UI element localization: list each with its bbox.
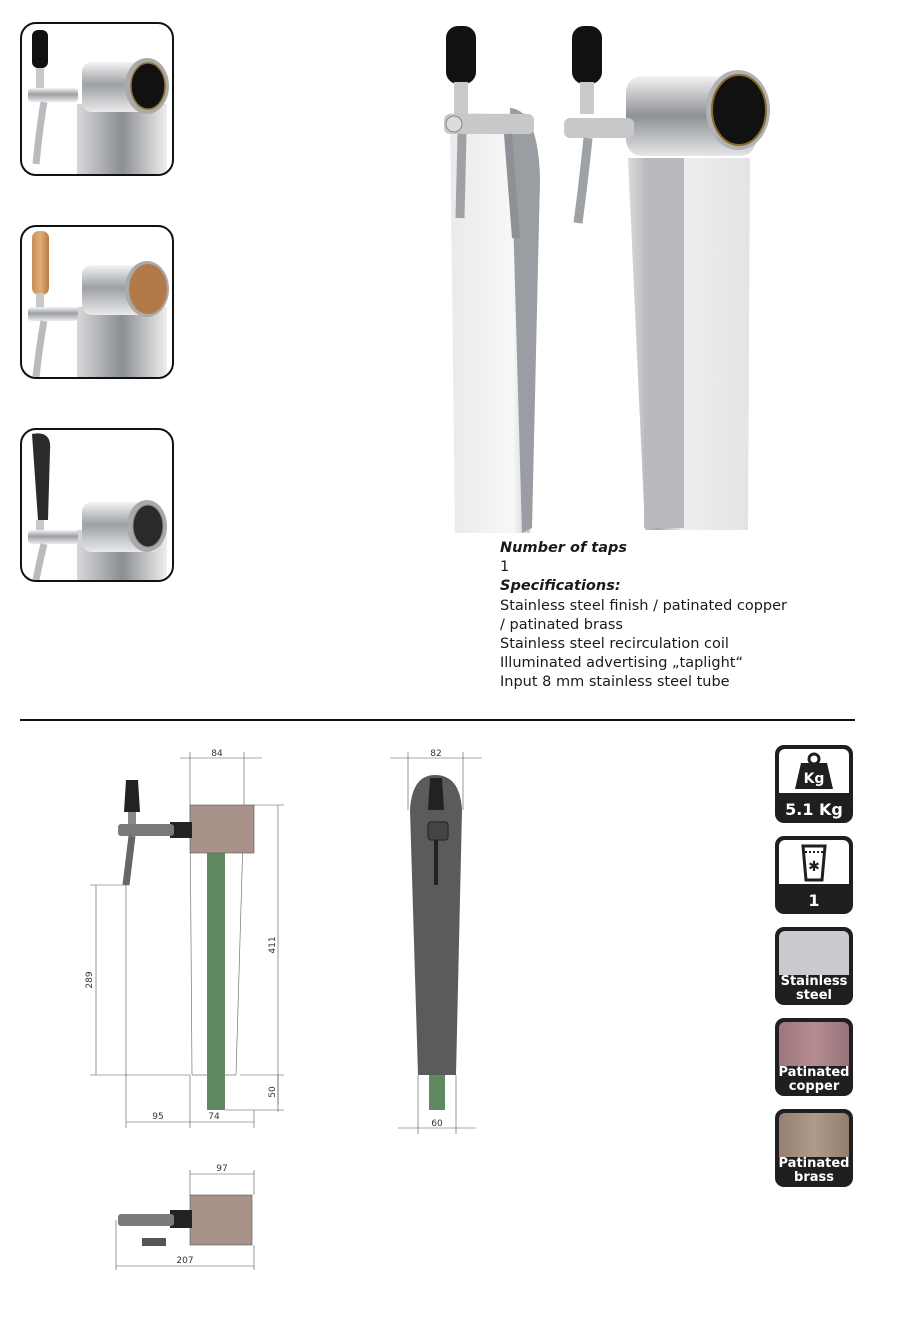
dim-base-width: 74 [208, 1112, 220, 1122]
weight-value: 5.1 Kg [785, 800, 843, 819]
spec-line: Illuminated advertising „taplight“ [500, 655, 743, 672]
dim-tap-height: 289 [85, 971, 95, 989]
thumbnail-dark-lever-handle[interactable] [20, 428, 174, 582]
finish-stainless-badge[interactable] [775, 927, 853, 1005]
taps-value: 1 [500, 559, 510, 576]
recirculation-coil [207, 850, 225, 1110]
dim-top-depth: 97 [216, 1164, 228, 1174]
spec-line: Stainless steel recirculation coil [500, 636, 729, 653]
dim-front-width: 82 [430, 749, 442, 759]
thumbnail-wood-handle[interactable] [20, 225, 174, 379]
stainless-swatch [779, 931, 849, 975]
copper-swatch [779, 1022, 849, 1066]
weight-icon [779, 749, 849, 793]
dim-height: 411 [268, 936, 278, 954]
taps-count: 1 [808, 891, 820, 910]
finish-label: copper [788, 1079, 840, 1094]
svg-text:✱: ✱ [808, 859, 820, 875]
section-divider [20, 719, 855, 721]
finish-copper-badge[interactable] [775, 1018, 853, 1096]
spec-line: Input 8 mm stainless steel tube [500, 674, 730, 691]
spec-heading: Specifications: [500, 578, 621, 595]
technical-drawing [0, 730, 740, 1290]
dim-bottom: 50 [268, 1086, 278, 1098]
specifications-text [500, 539, 800, 693]
finish-brass-badge[interactable] [775, 1109, 853, 1187]
finish-label: Stainless [780, 974, 848, 989]
taps-badge [775, 836, 853, 914]
weight-badge [775, 745, 853, 823]
taps-heading: Number of taps [500, 540, 628, 556]
dim-top-length: 207 [176, 1256, 194, 1266]
dim-side-width: 84 [211, 749, 223, 759]
weight-icon-label: Kg [803, 771, 825, 787]
finish-label: Patinated [778, 1156, 850, 1171]
spec-line: Stainless steel finish / patinated copper [500, 597, 788, 614]
cooling-icon [779, 840, 849, 884]
dim-overhang: 95 [152, 1112, 164, 1122]
finish-label: Patinated [778, 1065, 850, 1080]
product-photo [430, 18, 790, 538]
dim-front-base: 60 [431, 1119, 443, 1129]
finish-label: steel [795, 988, 833, 1003]
brass-swatch [779, 1113, 849, 1157]
spec-line: / patinated brass [500, 616, 623, 633]
finish-label: brass [794, 1170, 834, 1185]
thumbnail-black-handle[interactable] [20, 22, 174, 176]
